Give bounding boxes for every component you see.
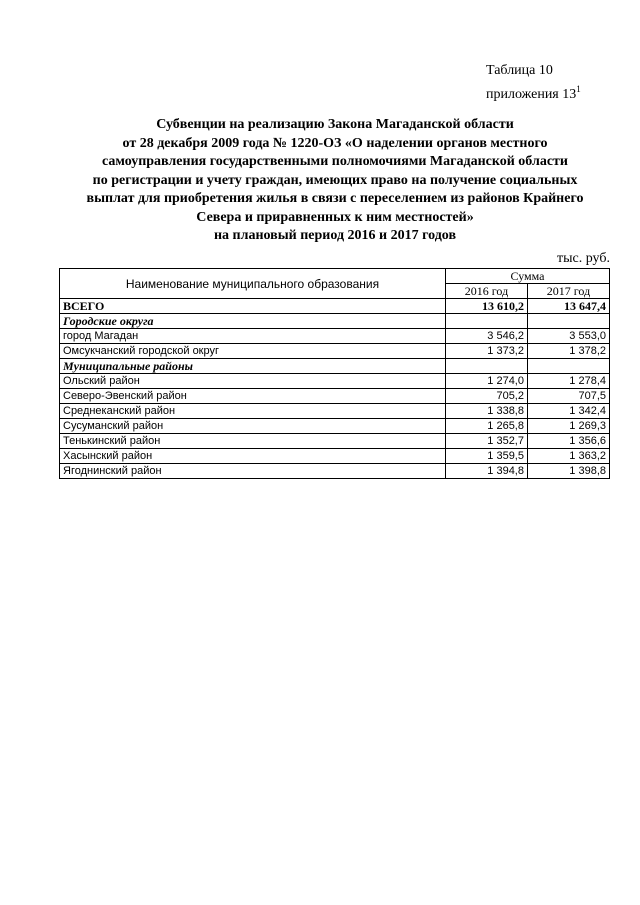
table-row	[60, 449, 610, 464]
title-line: от 28 декабря 2009 года № 1220-ОЗ «О наделении органов местного	[122, 135, 548, 151]
empty-cell	[446, 359, 528, 374]
title-line: самоуправления государственными полномочиями Магаданской области	[102, 154, 568, 169]
value-2016: 1 265,8	[446, 419, 528, 434]
title-line: Севера и приравненных к ним местностей»	[196, 209, 474, 225]
table-reference	[486, 62, 581, 104]
total-2017: 13 647,4	[527, 299, 609, 314]
value-2016: 1 394,8	[446, 464, 528, 479]
value-2016: 1 373,2	[446, 344, 528, 359]
header-sum: Сумма	[446, 269, 610, 284]
section-row	[60, 359, 610, 374]
table-row	[60, 419, 610, 434]
header-name: Наименование муниципального образования	[60, 269, 446, 299]
subvention-table	[59, 268, 610, 479]
table-row	[60, 329, 610, 344]
value-2016: 1 338,8	[446, 404, 528, 419]
table-row	[60, 374, 610, 389]
value-2017: 1 356,6	[527, 434, 609, 449]
units-label: тыс. руб.	[557, 251, 610, 266]
municipality-name: Омсукчанский городской округ	[60, 344, 446, 359]
appendix-number	[486, 80, 581, 104]
empty-cell	[527, 314, 609, 329]
value-2017: 3 553,0	[527, 329, 609, 344]
title-line: по регистрации и учету граждан, имеющих право на получение социальных	[92, 172, 578, 188]
value-2017: 1 398,8	[527, 464, 609, 479]
value-2017: 1 342,4	[527, 404, 609, 419]
table-row	[60, 404, 610, 419]
empty-cell	[446, 314, 528, 329]
total-2016: 13 610,2	[446, 299, 528, 314]
municipality-name: Хасынский район	[60, 449, 446, 464]
value-2017: 1 363,2	[527, 449, 609, 464]
section-row	[60, 314, 610, 329]
value-2016: 1 359,5	[446, 449, 528, 464]
section-label: Городские округа	[60, 314, 446, 329]
municipality-name: Северо-Эвенский район	[60, 389, 446, 404]
table-header-row	[60, 269, 610, 284]
municipality-name: Сусуманский район	[60, 419, 446, 434]
empty-cell	[527, 359, 609, 374]
value-2017: 1 269,3	[527, 419, 609, 434]
value-2016: 1 352,7	[446, 434, 528, 449]
table-row	[60, 344, 610, 359]
municipality-name: Тенькинский район	[60, 434, 446, 449]
header-2017: 2017 год	[527, 284, 609, 299]
appendix-superscript: 1	[576, 84, 581, 94]
title-line: на плановый период 2016 и 2017 годов	[213, 228, 457, 243]
municipality-name: город Магадан	[60, 329, 446, 344]
total-label: ВСЕГО	[60, 299, 446, 314]
table-row	[60, 434, 610, 449]
section-label: Муниципальные районы	[60, 359, 446, 374]
municipality-name: Ольский район	[60, 374, 446, 389]
value-2017: 1 378,2	[527, 344, 609, 359]
value-2016: 705,2	[446, 389, 528, 404]
value-2017: 1 278,4	[527, 374, 609, 389]
header-2016: 2016 год	[446, 284, 528, 299]
title-line: Субвенции на реализацию Закона Магаданской области	[156, 117, 514, 132]
value-2017: 707,5	[527, 389, 609, 404]
title-line: выплат для приобретения жилья в связи с переселением из районов Крайнего	[86, 191, 584, 206]
document-title	[60, 116, 610, 246]
table-number: Таблица 10	[486, 63, 553, 78]
table-row	[60, 389, 610, 404]
value-2016: 1 274,0	[446, 374, 528, 389]
municipality-name: Среднеканский район	[60, 404, 446, 419]
municipality-name: Ягоднинский район	[60, 464, 446, 479]
table-row	[60, 464, 610, 479]
appendix-label: приложения 13	[486, 87, 577, 102]
total-row	[60, 299, 610, 314]
value-2016: 3 546,2	[446, 329, 528, 344]
